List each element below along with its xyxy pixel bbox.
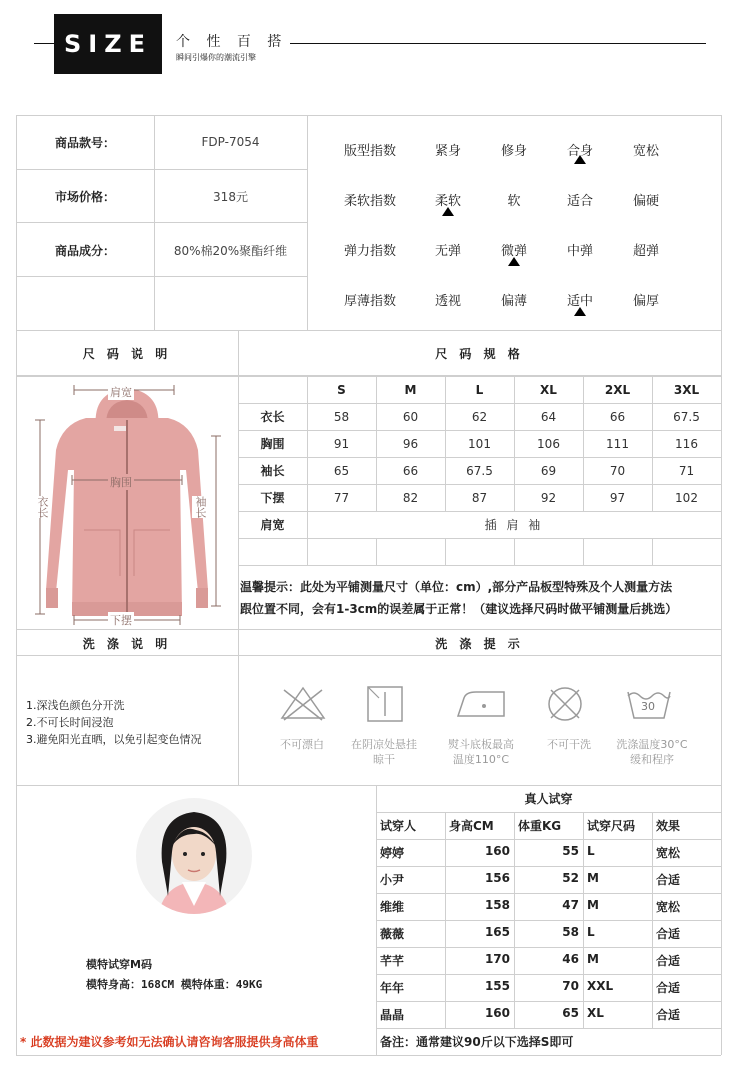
size-cell: 71 xyxy=(678,463,695,478)
trial-weight: 70 xyxy=(562,979,579,993)
trial-size: L xyxy=(587,844,595,858)
section-border xyxy=(16,115,721,116)
trial-size: M xyxy=(587,952,599,966)
trial-name: 薇薇 xyxy=(380,927,405,941)
index-option: 微弹 xyxy=(500,244,527,259)
size-cell: 64 xyxy=(540,409,557,424)
trial-height: 158 xyxy=(484,898,510,912)
trial-table-col-line xyxy=(376,785,377,1055)
trial-table-col-line xyxy=(583,812,584,1028)
trial-name: 小尹 xyxy=(380,873,405,887)
no-tumble-dry-icon xyxy=(545,684,585,724)
trial-footer: 备注：通常建议90斤以下选择S即可 xyxy=(380,1035,574,1049)
index-option: 中弹 xyxy=(566,244,593,259)
index-option: 透视 xyxy=(434,294,461,309)
index-option: 偏薄 xyxy=(500,294,527,309)
section-border xyxy=(16,655,721,656)
trial-header: 试穿尺码 xyxy=(587,819,636,833)
product-label xyxy=(16,291,154,315)
index-option: 宽松 xyxy=(632,144,659,159)
hoodie-body xyxy=(46,388,208,616)
trial-weight: 47 xyxy=(562,898,579,912)
wash-icon-label: 不可干洗 xyxy=(547,738,591,751)
model-disclaimer: * 此数据为建议参考如无法确认请咨询客服提供身高体重 xyxy=(20,1035,319,1049)
trial-weight: 52 xyxy=(562,871,579,885)
diagram-label-sleeve: 袖长 xyxy=(194,496,207,518)
product-value: FDP-7054 xyxy=(201,135,260,149)
size-cell: 62 xyxy=(471,409,488,424)
size-cell: 60 xyxy=(402,409,419,424)
no-bleach-icon xyxy=(278,684,328,722)
trial-name: 芊芊 xyxy=(380,954,405,968)
header-line-left xyxy=(34,43,54,44)
trial-size: L xyxy=(587,925,595,939)
size-left-title: 尺 码 说 明 xyxy=(82,347,172,361)
size-table-row-line xyxy=(238,538,721,539)
trial-header: 身高CM xyxy=(449,819,494,833)
trial-weight: 46 xyxy=(562,952,579,966)
index-name: 厚薄指数 xyxy=(344,294,397,309)
trial-height: 160 xyxy=(484,1006,510,1020)
size-cell: 77 xyxy=(333,490,350,505)
model-avatar xyxy=(134,796,254,916)
trial-table-row-line xyxy=(376,839,721,840)
trial-table-row-line xyxy=(376,866,721,867)
size-shoulder-value: 插 肩 袖 xyxy=(484,518,544,532)
trial-height: 165 xyxy=(484,925,510,939)
size-header: XL xyxy=(540,382,557,397)
trial-table-row-line xyxy=(376,1001,721,1002)
size-cell: 87 xyxy=(471,490,488,505)
outer-border-right xyxy=(721,115,722,1055)
diagram-label-chest: 胸围 xyxy=(110,476,132,489)
size-note-1: 温馨提示：此处为平铺测量尺寸（单位：cm）,部分产品板型特殊及个人测量方法 xyxy=(240,580,673,594)
model-stats: 模特身高：168CM 模特体重：49KG xyxy=(86,978,263,991)
trial-header: 试穿人 xyxy=(380,819,417,833)
product-row-divider xyxy=(16,169,307,170)
trial-name: 年年 xyxy=(380,981,405,995)
trial-effect: 合适 xyxy=(656,927,681,941)
size-cell: 102 xyxy=(675,490,698,505)
size-cell: 97 xyxy=(609,490,626,505)
size-table-col-line xyxy=(514,538,515,565)
trial-height: 160 xyxy=(484,844,510,858)
trial-table-row-line xyxy=(376,893,721,894)
header-subtitle: 瞬间引爆你的潮流引擎 xyxy=(176,53,256,62)
index-option: 无弹 xyxy=(434,244,461,259)
size-badge: SIZE xyxy=(54,14,162,74)
product-value xyxy=(154,291,307,315)
index-option: 软 xyxy=(507,194,521,209)
trial-effect: 合适 xyxy=(656,873,681,887)
product-row-divider xyxy=(16,276,307,277)
size-cell: 66 xyxy=(402,463,419,478)
wash-temp-label: 30 xyxy=(641,700,655,713)
index-option: 柔软 xyxy=(434,194,461,209)
wash-icon-label: 熨斗底板最高 xyxy=(448,738,514,751)
trial-height: 156 xyxy=(484,871,510,885)
size-header: M xyxy=(404,382,417,397)
size-cell: 67.5 xyxy=(466,463,493,478)
index-option: 合身 xyxy=(566,144,593,159)
size-cell: 82 xyxy=(402,490,419,505)
size-cell: 69 xyxy=(540,463,557,478)
care-instruction: 2.不可长时间浸泡 xyxy=(26,716,114,729)
size-cell: 92 xyxy=(540,490,557,505)
trial-name: 晶晶 xyxy=(380,1008,405,1022)
trial-table-row-line xyxy=(376,920,721,921)
trial-height: 155 xyxy=(484,979,510,993)
index-option: 偏硬 xyxy=(632,194,659,209)
index-option: 紧身 xyxy=(434,144,461,159)
size-row-label: 肩宽 xyxy=(260,518,285,532)
header-line-right xyxy=(290,43,706,44)
size-row-label: 胸围 xyxy=(260,437,285,451)
index-option: 修身 xyxy=(500,144,527,159)
wash-icon-label: 晾干 xyxy=(373,753,395,766)
size-cell: 58 xyxy=(333,409,350,424)
trial-size: M xyxy=(587,898,599,912)
size-header: L xyxy=(475,382,484,397)
trial-effect: 合适 xyxy=(656,1008,681,1022)
product-value: 80%棉20%聚酯纤维 xyxy=(173,243,288,258)
index-name: 弹力指数 xyxy=(344,244,397,259)
size-header: 3XL xyxy=(673,382,700,397)
trial-size: XL xyxy=(587,1006,604,1020)
trial-table-row-line xyxy=(376,1028,721,1029)
wash-icon-label: 在阴凉处悬挂 xyxy=(351,738,417,751)
size-table-row-line xyxy=(238,565,721,566)
index-option: 超弹 xyxy=(632,244,659,259)
diagram-label-shoulder: 肩宽 xyxy=(110,386,132,399)
index-option: 适中 xyxy=(566,294,593,309)
trial-table-row-line xyxy=(376,947,721,948)
care-instruction: 1.深浅色颜色分开洗 xyxy=(26,699,125,712)
size-note-2: 跟位置不同，会有1-3cm的误差属于正常！（建议选择尺码时做平铺测量后挑选） xyxy=(240,602,678,616)
trial-size: M xyxy=(587,871,599,885)
trial-weight: 58 xyxy=(562,925,579,939)
size-cell: 111 xyxy=(606,436,629,451)
index-option: 偏厚 xyxy=(632,294,659,309)
diagram-label-hem: 下摆 xyxy=(110,614,132,627)
product-label: 市场价格： xyxy=(54,189,115,204)
product-col-divider xyxy=(307,115,308,330)
trial-weight: 65 xyxy=(562,1006,579,1020)
size-table-col-line xyxy=(652,538,653,565)
size-cell: 67.5 xyxy=(673,409,700,424)
trial-height: 170 xyxy=(484,952,510,966)
wash-icon-label: 缓和程序 xyxy=(630,753,674,766)
iron-icon xyxy=(454,686,510,722)
size-table-col-line xyxy=(376,538,377,565)
size-row-label: 下摆 xyxy=(260,491,285,505)
trial-effect: 宽松 xyxy=(656,846,681,860)
care-left-title: 洗 涤 说 明 xyxy=(82,637,172,651)
diagram-label-length: 衣长 xyxy=(36,496,49,518)
trial-table-col-line xyxy=(652,812,653,1028)
trial-table-row-line xyxy=(376,1055,721,1056)
size-header: S xyxy=(337,382,346,397)
index-selected-marker xyxy=(574,155,586,164)
trial-title: 真人试穿 xyxy=(524,792,573,806)
size-row-label: 袖长 xyxy=(260,464,285,478)
trial-name: 婷婷 xyxy=(380,846,405,860)
trial-table-row-line xyxy=(376,812,721,813)
size-table-col-line xyxy=(445,538,446,565)
size-table-col-line xyxy=(583,538,584,565)
size-right-title: 尺 码 规 格 xyxy=(435,347,524,361)
section-border xyxy=(16,629,721,630)
product-row-divider xyxy=(16,222,307,223)
trial-effect: 宽松 xyxy=(656,900,681,914)
size-cell: 91 xyxy=(333,436,350,451)
size-cell: 96 xyxy=(402,436,419,451)
index-selected-marker xyxy=(574,307,586,316)
section-border xyxy=(16,330,721,331)
index-name: 柔软指数 xyxy=(344,194,397,209)
care-instruction: 3.避免阳光直晒，以免引起变色情况 xyxy=(26,733,202,746)
trial-table-row-line xyxy=(376,974,721,975)
trial-effect: 合适 xyxy=(656,981,681,995)
product-label: 商品款号： xyxy=(54,135,115,150)
size-cell: 66 xyxy=(609,409,626,424)
hang-dry-shade-icon xyxy=(365,684,405,724)
model-caption: 模特试穿M码 xyxy=(86,958,152,971)
index-selected-marker xyxy=(508,257,520,266)
trial-effect: 合适 xyxy=(656,954,681,968)
header-title: 个 性 百 搭 xyxy=(176,34,288,50)
trial-name: 维维 xyxy=(380,900,405,914)
size-header: 2XL xyxy=(604,382,631,397)
product-value: 318元 xyxy=(213,189,248,204)
care-right-title: 洗 涤 提 示 xyxy=(435,637,524,651)
size-row-label: 衣长 xyxy=(260,410,285,424)
wash-icon-label: 不可漂白 xyxy=(280,738,324,751)
trial-header: 体重KG xyxy=(518,819,562,833)
trial-size: XXL xyxy=(587,979,614,993)
trial-header: 效果 xyxy=(656,819,681,833)
size-cell: 116 xyxy=(675,436,698,451)
index-selected-marker xyxy=(442,207,454,216)
wash-icon-label: 温度110°C xyxy=(452,753,510,766)
product-label: 商品成分： xyxy=(54,243,115,258)
size-cell: 65 xyxy=(333,463,350,478)
index-name: 版型指数 xyxy=(344,144,397,159)
size-cell: 101 xyxy=(468,436,491,451)
size-cell: 70 xyxy=(609,463,626,478)
wash-icon-label: 洗涤温度30°C xyxy=(616,738,688,751)
size-cell: 106 xyxy=(537,436,560,451)
size-table-col-line xyxy=(721,376,722,565)
trial-weight: 55 xyxy=(562,844,579,858)
size-table-col-line xyxy=(307,538,308,565)
index-option: 适合 xyxy=(566,194,593,209)
